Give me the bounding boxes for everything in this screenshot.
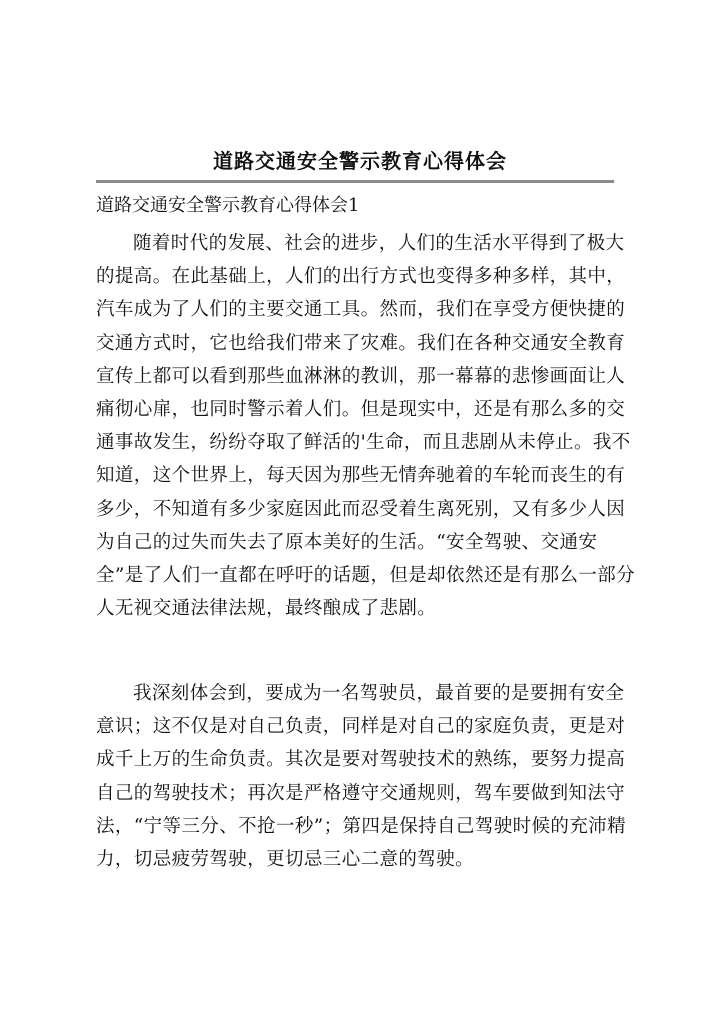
body-paragraph-1: 随着时代的发展、社会的进步，人们的生活水平得到了极大的提高。在此基础上，人们的出行方式也变得多种多样，其中，汽车成为了人们的主要交通工具。然而，我们在享受方便快捷的交通方式时，它也给我们带来了灾难。我们在各种交通安全教育宣传上都可以看到那些血淋淋的教训，那一幕幕的悲惨画面让人痛彻心扉，也同时警示着人们。但是现实中，还是有那么多的交通事故发生，纷纷夺取了鲜活的'生命，而且悲剧从未停止。我不知道，这个世界上，每天因为那些无情奔驰着的车轮而丧生的有多少，不知道有多少家庭因此而忍受着生离死别，又有多少人因为自己的过失而失去了原本美好的生活。“安全驾驶、交通安全”是了人们一直都在呼吁的话题，但是却依然还是有那么一部分人无视交通法律法规，最终酿成了悲剧。 xyxy=(96,233,636,620)
body-paragraph-2: 我深刻体会到，要成为一名驾驶员，最首要的是要拥有安全意识；这不仅是对自己负责，同样是对自己的家庭负责，更是对成千上万的生命负责。其次是要对驾驶技术的熟练，要努力提高自己的驾驶技术；再次是严格遵守交通规则，驾车要做到知法守法，“宁等三分、不抢一秒”；第四是保持自己驾驶时候的充沛精力，切忌疲劳驾驶，更切忌三心二意的驾驶。 xyxy=(96,683,627,871)
document-title: 道路交通安全警示教育心得体会 xyxy=(213,149,507,173)
title-divider xyxy=(96,180,614,183)
section-heading: 道路交通安全警示教育心得体会1 xyxy=(96,195,360,216)
